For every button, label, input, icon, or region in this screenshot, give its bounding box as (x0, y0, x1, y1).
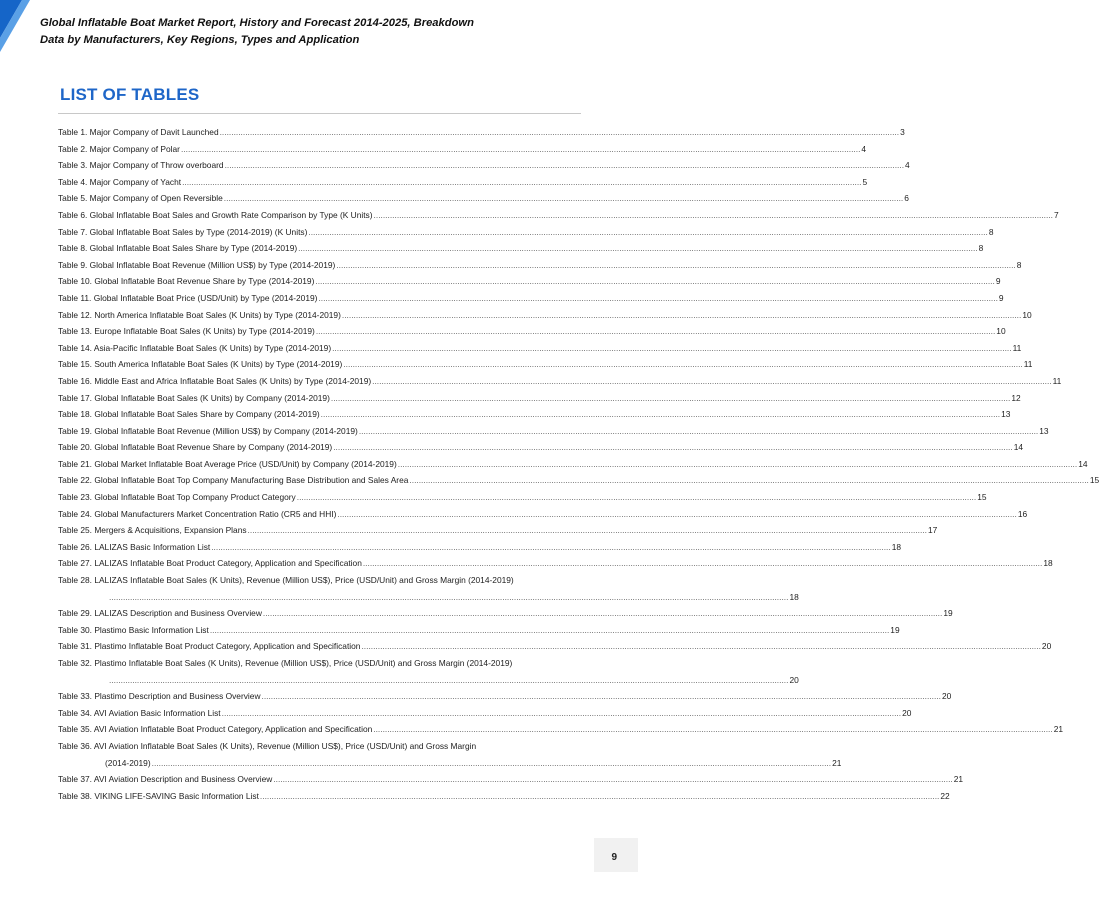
dot-leader (332, 343, 1011, 353)
toc-entry[interactable] (58, 774, 964, 791)
toc-entry-label: Table 18. Global Inflatable Boat Sales Share by Company (2014-2019) (58, 409, 320, 420)
dot-leader (224, 193, 903, 203)
toc-entry[interactable] (58, 342, 1022, 360)
toc-entry-page: 16 (1017, 508, 1028, 519)
toc-entry-page: 7 (1054, 209, 1059, 220)
toc-entry-continuation[interactable] (58, 757, 842, 775)
toc-entry[interactable] (58, 624, 900, 642)
toc-entry-label: Table 20. Global Inflatable Boat Revenue Share by Company (2014-2019) (58, 442, 333, 453)
toc-entry[interactable] (58, 790, 950, 808)
toc-entry[interactable] (58, 492, 987, 509)
toc-entry[interactable] (58, 243, 984, 260)
toc-entry-label: Table 31. Plastimo Inflatable Boat Product Category, Application and Specification (58, 641, 361, 652)
title-divider (58, 113, 581, 114)
toc-entry[interactable] (58, 508, 1028, 526)
toc-entry-label: Table 33. Plastimo Description and Business Overview (58, 691, 261, 702)
toc-entry[interactable] (58, 409, 1011, 426)
toc-entry[interactable] (58, 309, 1032, 327)
toc-entry-label: Table 4. Major Company of Yacht (58, 176, 182, 187)
toc-entry-page: 22 (940, 790, 950, 801)
toc-entry-page: 10 (996, 326, 1006, 337)
toc-entry[interactable] (58, 458, 1088, 476)
toc-entry-page: 15 (977, 492, 987, 503)
toc-entry-label: Table 17. Global Inflatable Boat Sales (K Units) by Company (2014-2019) (58, 392, 330, 403)
dot-leader (210, 625, 889, 635)
list-of-tables (58, 127, 1099, 807)
toc-entry-page: 5 (862, 176, 868, 187)
dot-leader (109, 675, 788, 685)
dot-leader (182, 177, 861, 187)
toc-entry[interactable] (58, 127, 905, 144)
dot-leader (374, 210, 1053, 220)
toc-entry-page: 15 (1089, 475, 1099, 486)
header-line-2: Data by Manufacturers, Key Regions, Types and Application (40, 33, 360, 46)
dot-leader (398, 459, 1077, 469)
toc-entry[interactable] (58, 375, 1062, 393)
toc-entry-page: 3 (900, 127, 905, 137)
toc-entry-label: Table 35. AVI Aviation Inflatable Boat Product Category, Application and Specification (58, 724, 373, 735)
toc-entry-label: Table 8. Global Inflatable Boat Sales Share by Type (2014-2019) (58, 243, 298, 254)
toc-entry-page: 8 (978, 243, 984, 254)
toc-entry[interactable] (58, 541, 902, 559)
toc-entry-continuation[interactable] (58, 674, 799, 692)
toc-entry-page: 8 (1016, 259, 1022, 270)
toc-entry[interactable] (58, 425, 1049, 443)
toc-entry-label: Table 29. LALIZAS Description and Business Overview (58, 608, 262, 619)
toc-entry-page: 20 (941, 691, 952, 702)
toc-entry[interactable] (58, 259, 1022, 277)
toc-entry-page: 13 (1001, 409, 1011, 420)
toc-entry-page: 14 (1013, 442, 1024, 453)
toc-entry[interactable] (58, 558, 1053, 575)
toc-entry-page: 11 (1023, 359, 1033, 370)
page-title: LIST OF TABLES (60, 85, 200, 104)
dot-leader (363, 558, 1042, 568)
dot-leader (225, 160, 904, 170)
toc-entry-label: Table 9. Global Inflatable Boat Revenue (Million US$) by Type (2014-2019) (58, 259, 336, 270)
toc-entry[interactable] (58, 724, 1064, 741)
toc-entry-page: 20 (1041, 641, 1052, 652)
dot-leader (409, 475, 1088, 485)
toc-entry-continuation[interactable] (58, 591, 799, 609)
toc-entry[interactable] (58, 359, 1033, 376)
toc-entry-label: Table 7. Global Inflatable Boat Sales by Type (2014-2019) (K Units) (58, 226, 308, 237)
dot-leader (359, 426, 1038, 436)
toc-entry-label: Table 19. Global Inflatable Boat Revenue (Million US$) by Company (2014-2019) (58, 425, 358, 436)
toc-entry[interactable] (58, 575, 582, 592)
toc-entry-page: 10 (1022, 309, 1032, 320)
toc-entry-label: Table 16. Middle East and Africa Inflatable Boat Sales (K Units) by Type (2014-2019) (58, 375, 372, 386)
toc-entry-page: 6 (904, 193, 909, 204)
toc-entry-page: 11 (1012, 342, 1022, 353)
toc-entry-page: 14 (1078, 458, 1088, 469)
toc-entry-label: Table 30. Plastimo Basic Information List (58, 624, 209, 635)
toc-entry-label: Table 22. Global Inflatable Boat Top Company Manufacturing Base Distribution and Sales Area (58, 475, 409, 486)
toc-entry[interactable] (58, 193, 909, 210)
dot-leader (152, 758, 831, 768)
toc-entry-label: Table 27. LALIZAS Inflatable Boat Product Category, Application and Specification (58, 558, 362, 569)
toc-entry-label: Table 10. Global Inflatable Boat Revenue Share by Type (2014-2019) (58, 276, 315, 287)
toc-entry-label: Table 25. Mergers & Acquisitions, Expansion Plans (58, 525, 247, 536)
toc-entry[interactable] (58, 209, 1059, 227)
dot-leader (273, 774, 952, 784)
toc-entry[interactable] (58, 292, 1004, 310)
toc-entry[interactable] (58, 608, 953, 625)
dot-leader (361, 641, 1040, 651)
toc-entry-page: 20 (789, 674, 799, 685)
toc-entry[interactable] (58, 707, 912, 725)
toc-entry-page: 9 (995, 276, 1001, 287)
toc-entry-label: Table 38. VIKING LIFE-SAVING Basic Information List (58, 790, 259, 801)
toc-entry-page: 20 (902, 707, 912, 718)
toc-entry-label: Table 32. Plastimo Inflatable Boat Sales (K Units), Revenue (Million US$), Price (USD/Unit) and Gross Margin (2014-2019) (58, 658, 513, 668)
toc-entry[interactable] (58, 691, 952, 708)
toc-entry-label: Table 6. Global Inflatable Boat Sales and Growth Rate Comparison by Type (K Units) (58, 209, 373, 220)
toc-entry[interactable] (58, 658, 582, 675)
toc-entry-page: 17 (928, 525, 938, 536)
toc-entry[interactable] (58, 741, 582, 758)
dot-leader (342, 310, 1021, 320)
dot-leader (222, 708, 901, 718)
dot-leader (373, 724, 1052, 734)
toc-entry[interactable] (58, 475, 1099, 492)
toc-entry-label: Table 1. Major Company of Davit Launched (58, 127, 219, 137)
dot-leader (331, 393, 1010, 403)
dot-leader (321, 409, 1000, 419)
toc-entry-page: 12 (1011, 392, 1021, 403)
toc-entry-label: Table 34. AVI Aviation Basic Information List (58, 707, 221, 718)
toc-entry-page: 21 (1053, 724, 1064, 735)
toc-entry[interactable] (58, 525, 938, 542)
toc-entry[interactable] (58, 226, 994, 244)
toc-entry-page: 18 (1043, 558, 1053, 569)
dot-leader (262, 691, 941, 701)
dot-leader (220, 127, 899, 137)
toc-entry-label: Table 15. South America Inflatable Boat Sales (K Units) by Type (2014-2019) (58, 359, 343, 370)
header-line-1: Global Inflatable Boat Market Report, History and Forecast 2014-2025, Breakdown (40, 17, 474, 29)
page-number: 9 (611, 852, 617, 863)
toc-entry-label: Table 24. Global Manufacturers Market Concentration Ratio (CR5 and HHI) (58, 508, 337, 519)
report-header (40, 15, 620, 48)
dot-leader (333, 442, 1012, 452)
toc-entry-label: Table 36. AVI Aviation Inflatable Boat Sales (K Units), Revenue (Million US$), Price (USD/Unit) and Gross Margin (58, 740, 477, 751)
toc-entry[interactable] (58, 143, 867, 161)
dot-leader (263, 608, 942, 618)
toc-entry-page: 18 (891, 541, 902, 552)
toc-entry-page: 13 (1039, 425, 1049, 436)
toc-entry-page: 21 (832, 757, 842, 768)
toc-entry[interactable] (58, 326, 1006, 343)
dot-leader (109, 592, 788, 602)
toc-entry[interactable] (58, 276, 1001, 293)
toc-entry-label: Table 12. North America Inflatable Boat Sales (K Units) by Type (2014-2019) (58, 309, 341, 320)
toc-entry-label: Table 21. Global Market Inflatable Boat Average Price (USD/Unit) by Company (2014-2019) (58, 458, 397, 469)
toc-entry[interactable] (58, 160, 910, 177)
toc-entry-label: Table 28. LALIZAS Inflatable Boat Sales (K Units), Revenue (Million US$), Price (USD/Unit) and Gross Margin (2014-2019) (58, 575, 514, 586)
dot-leader (260, 791, 939, 801)
dot-leader (343, 359, 1022, 369)
toc-entry-page: 4 (905, 160, 910, 171)
toc-entry-label: Table 14. Asia-Pacific Inflatable Boat Sales (K Units) by Type (2014-2019) (58, 342, 332, 353)
toc-entry-label: Table 37. AVI Aviation Description and Business Overview (58, 774, 273, 785)
dot-leader (297, 492, 976, 502)
toc-entry-page: 19 (890, 624, 900, 635)
toc-entry-page: 4 (861, 143, 867, 154)
toc-entry[interactable] (58, 442, 1024, 459)
toc-entry[interactable] (58, 176, 868, 194)
dot-leader (336, 260, 1015, 270)
dot-leader (318, 293, 997, 303)
toc-entry-page: 19 (943, 608, 953, 619)
toc-entry-page: 8 (988, 226, 994, 237)
toc-entry[interactable] (58, 392, 1021, 410)
toc-entry-label: Table 13. Europe Inflatable Boat Sales (K Units) by Type (2014-2019) (58, 326, 315, 337)
toc-entry-label: Table 11. Global Inflatable Boat Price (USD/Unit) by Type (2014-2019) (58, 292, 318, 303)
toc-entry-label-cont: (2014-2019) (105, 757, 151, 768)
dot-leader (248, 525, 927, 535)
dot-leader (308, 227, 987, 237)
toc-entry-label: Table 3. Major Company of Throw overboard (58, 160, 224, 171)
toc-entry-page: 18 (789, 591, 799, 602)
dot-leader (181, 144, 860, 154)
dot-leader (315, 276, 994, 286)
toc-entry-label: Table 23. Global Inflatable Boat Top Company Product Category (58, 492, 296, 503)
toc-entry-label: Table 5. Major Company of Open Reversible (58, 193, 223, 204)
toc-entry-label: Table 26. LALIZAS Basic Information List (58, 541, 211, 552)
dot-leader (316, 326, 995, 336)
toc-entry-page: 9 (998, 292, 1004, 303)
dot-leader (372, 376, 1051, 386)
toc-entry-page: 21 (953, 774, 964, 785)
dot-leader (337, 509, 1016, 519)
dot-leader (298, 243, 977, 253)
toc-entry[interactable] (58, 641, 1052, 658)
dot-leader (211, 542, 890, 552)
toc-entry-label: Table 2. Major Company of Polar (58, 143, 180, 154)
toc-entry-page: 11 (1052, 375, 1062, 386)
